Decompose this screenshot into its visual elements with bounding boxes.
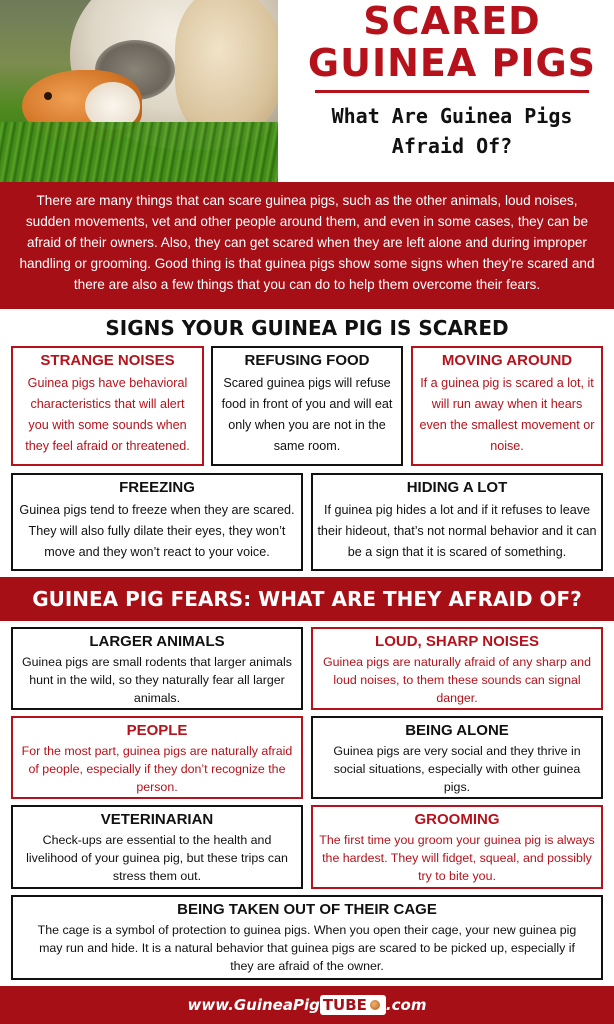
card-title: PEOPLE [126,722,188,739]
sign-card-refusing-food [211,346,403,466]
intro-paragraph: There are many things that can scare guinea pigs, such as the other animals, loud noises, sudden movements, vet and other people around them, and even in some cases, they can be afraid of their owners. Also, they can get scared when they are left alone and during improper handling or grooming. Good thing is that guinea pigs show some signs when they’re scared and there are also a few things that you can do to help them overcome their fears. [0,182,614,309]
fear-card-loud-sharp-noises [311,627,603,710]
page-title [290,0,614,84]
guinea-pig-logo-icon [368,998,382,1012]
card-body: The cage is a symbol of protection to guinea pigs. When you open their cage, your new guinea pig may run and hide. It is a natural behavior that guinea pigs are scared to be picked up, especially if they are afraid of the owner. [37,923,577,973]
card-body: The first time you groom your guinea pig is always the hardest. They will fidget, squeal, and possibly try to bite you. [319,833,595,883]
sign-card-freezing [11,473,303,571]
title-line-2: GUINEA PIGS [307,41,597,85]
card-body: Guinea pigs are small rodents that larger animals hunt in the wild, so they naturally fear all larger animals. [22,655,292,705]
footer-brand-logo [320,995,386,1015]
title-line-1: SCARED [363,0,541,43]
card-title: MOVING AROUND [441,352,573,369]
signs-section-title: SIGNS YOUR GUINEA PIG IS SCARED [105,316,509,340]
page-subtitle: What Are Guinea Pigs Afraid Of? [331,104,573,158]
card-title: LARGER ANIMALS [89,633,225,650]
card-title: BEING TAKEN OUT OF THEIR CAGE [177,901,437,918]
guinea-pig-and-dog-photo [0,0,278,182]
card-body: Check-ups are essential to the health and livelihood of your guinea pig, but these trips can stress them out. [26,833,288,883]
fears-section-title: GUINEA PIG FEARS: WHAT ARE THEY AFRAID OF? [32,587,582,611]
footer-brand-text: TUBE [322,996,367,1014]
card-body: If guinea pig hides a lot and if it refuses to leave their hideout, that’s not normal behavior and it can be a sign that it is scared of something. [317,503,597,559]
fear-card-people [11,716,303,799]
card-body: For the most part, guinea pigs are naturally afraid of people, especially if they don’t recognize the person. [21,744,293,794]
card-body: Guinea pigs are naturally afraid of any sharp and loud noises, to them these sounds can signal danger. [323,655,591,705]
footer-url-prefix: www.GuineaPig [187,996,320,1014]
card-title: VETERINARIAN [100,811,214,828]
fear-card-being-alone [311,716,603,799]
header [0,0,614,182]
card-body: If a guinea pig is scared a lot, it will run away when it hears even the smallest movement or noise. [419,376,595,453]
sign-card-strange-noises [11,346,204,466]
card-title: REFUSING FOOD [244,352,370,369]
card-body: Scared guinea pigs will refuse food in front of you and will eat only when you are not in the same room. [221,376,393,453]
card-title: FREEZING [119,479,195,496]
card-body: Guinea pigs have behavioral characteristics that will alert you with some sounds when they feel afraid or threatened. [25,376,190,453]
sign-card-moving-around [411,346,603,466]
fear-card-larger-animals [11,627,303,710]
card-title: BEING ALONE [405,722,509,739]
title-divider [315,90,589,93]
fear-card-veterinarian [11,805,303,889]
card-title: HIDING A LOT [406,479,508,496]
card-title: GROOMING [414,811,500,828]
card-body: Guinea pigs are very social and they thrive in social situations, especially with other guinea pigs. [333,744,581,794]
sign-card-hiding-a-lot [311,473,603,571]
title-block [290,0,614,182]
card-title: STRANGE NOISES [40,352,175,369]
footer-website[interactable] [0,986,614,1024]
card-title: LOUD, SHARP NOISES [375,633,539,650]
fear-card-being-taken-out [11,895,603,980]
card-body: Guinea pigs tend to freeze when they are scared. They will also fully dilate their eyes, they won’t move and they won’t react to your voice. [19,503,295,559]
fear-card-grooming [311,805,603,889]
footer-url-suffix: .com [385,996,427,1014]
